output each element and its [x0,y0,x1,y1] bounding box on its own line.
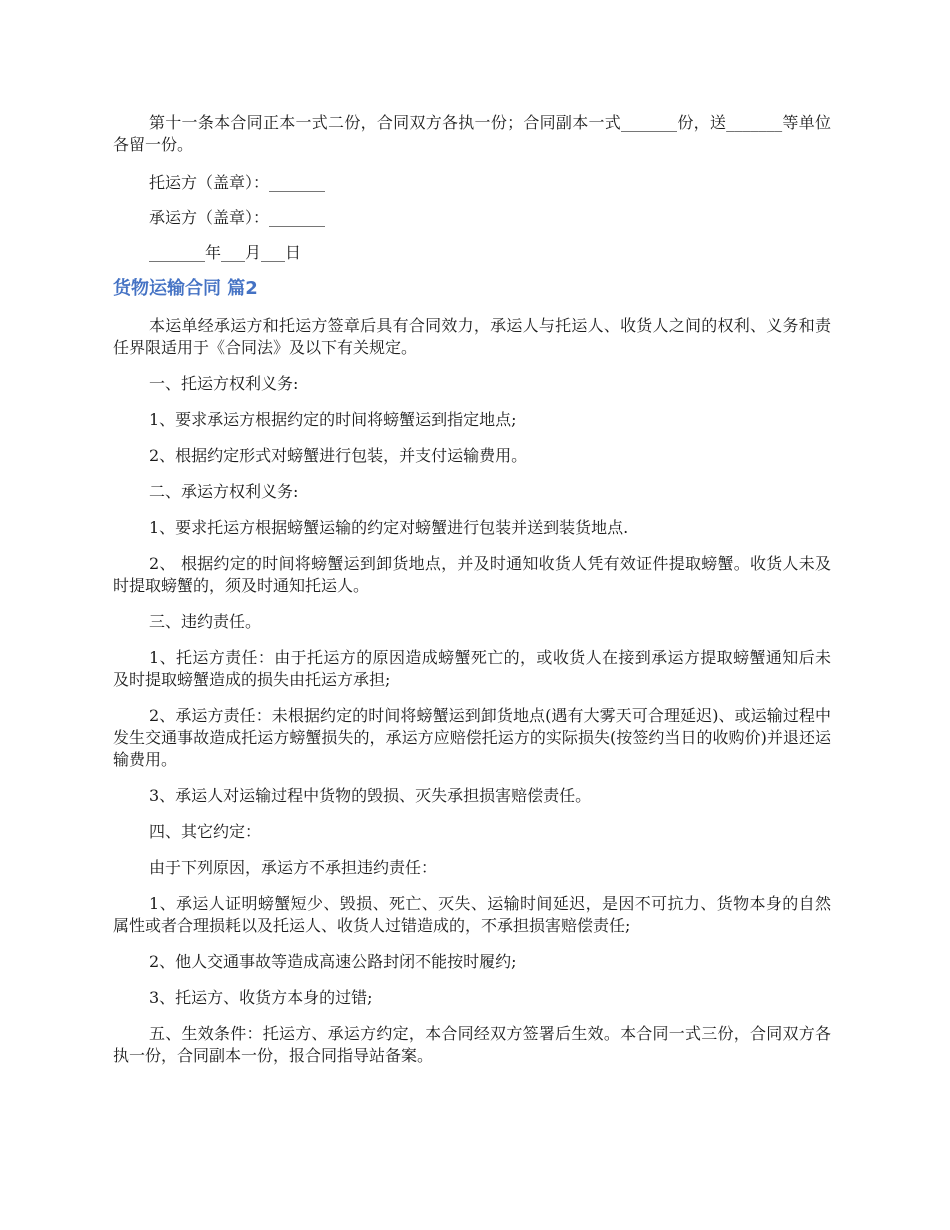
clause-item: 3、承运人对运输过程中货物的毁损、灭失承担损害赔偿责任。 [149,786,592,805]
section-heading: 货物运输合同 篇2 [113,278,258,299]
document-page [113,112,831,1081]
date-line: _______年___月___日 [149,243,302,262]
clause-text: 由于下列原因，承运方不承担违约责任： [149,858,438,877]
clause-item: 2、他人交通事故等造成高速公路封闭不能按时履约; [149,952,517,971]
clause-heading-liability: 三、违约责任。 [149,612,262,631]
clause-heading-other: 四、其它约定： [149,822,262,841]
article-11-paragraph: 第十一条本合同正本一式二份，合同双方各执一份；合同副本一式_______份，送_______等单位各留一份。 [113,113,831,154]
clause-heading-shipper-rights: 一、托运方权利义务: [149,374,299,393]
clause-item: 1、托运方责任：由于托运方的原因造成螃蟹死亡的，或收货人在接到承运方提取螃蟹通知后未及时提取螃蟹造成的损失由托运方承担; [113,648,831,689]
clause-item: 1、要求托运方根据螃蟹运输的约定对螃蟹进行包装并送到装货地点. [149,518,629,537]
shipper-seal-line: 托运方（盖章）：_______ [149,173,326,192]
clause-heading-carrier-rights: 二、承运方权利义务: [149,482,299,501]
clause-effective-conditions: 五、生效条件：托运方、承运方约定，本合同经双方签署后生效。本合同一式三份，合同双方各执一份，合同副本一份，报合同指导站备案。 [113,1024,831,1065]
clause-item: 1、要求承运方根据约定的时间将螃蟹运到指定地点; [149,410,517,429]
clause-item: 2、 根据约定的时间将螃蟹运到卸货地点，并及时通知收货人凭有效证件提取螃蟹。收货人未及时提取螃蟹的，须及时通知托运人。 [113,554,831,595]
carrier-seal-line: 承运方（盖章）：_______ [149,208,326,227]
clause-item: 1、承运人证明螃蟹短少、毁损、死亡、灭失、运输时间延迟，是因不可抗力、货物本身的自然属性或者合理损耗以及托运人、收货人过错造成的，不承担损害赔偿责任; [113,894,831,935]
clause-item: 2、根据约定形式对螃蟹进行包装，并支付运输费用。 [149,446,528,465]
intro-paragraph: 本运单经承运方和托运方签章后具有合同效力，承运人与托运人、收货人之间的权利、义务和责任界限适用于《合同法》及以下有关规定。 [113,316,831,357]
clause-item: 2、承运方责任：未根据约定的时间将螃蟹运到卸货地点(遇有大雾天可合理延迟)、或运输过程中发生交通事故造成托运方螃蟹损失的，承运方应赔偿托运方的实际损失(按签约当日的收购价)并退还运输费用。 [113,706,831,769]
clause-item: 3、托运方、收货方本身的过错; [149,988,373,1007]
